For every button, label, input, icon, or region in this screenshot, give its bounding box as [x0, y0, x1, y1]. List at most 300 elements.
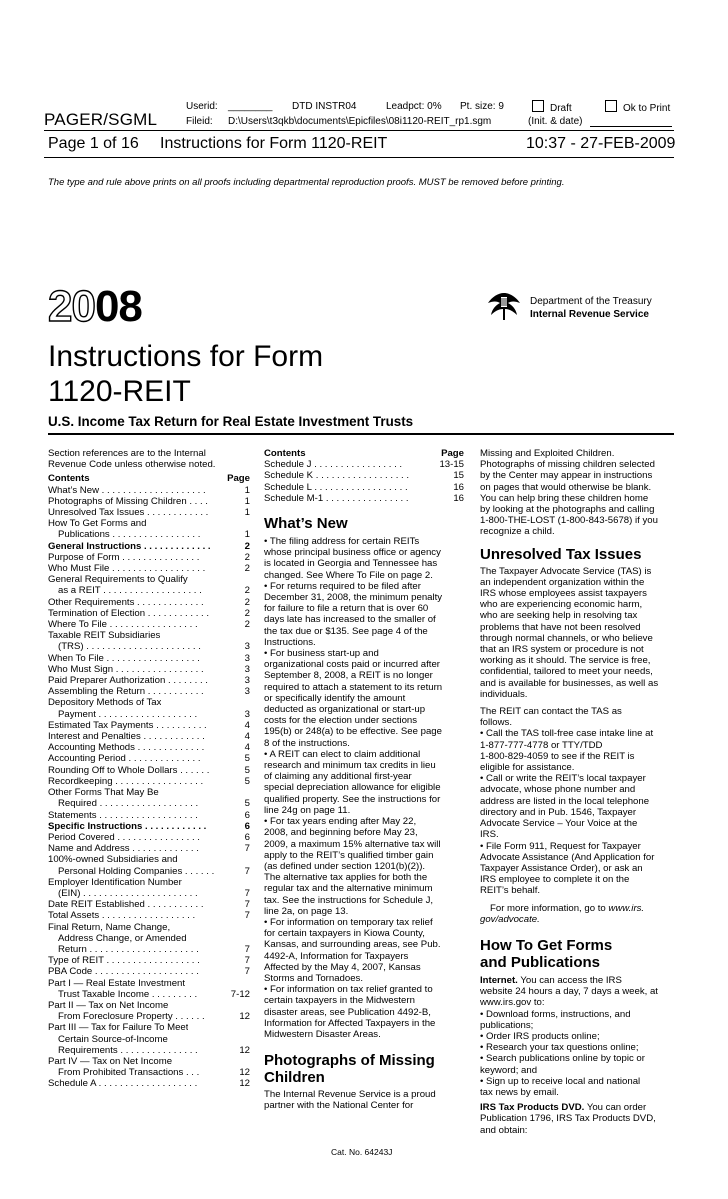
header-rule-bottom	[44, 157, 674, 158]
toc-entry-page: 7-12	[230, 988, 250, 1000]
whats-new-line: for certain taxpayers in Kiowa County,	[264, 928, 425, 940]
unresolved-line: and is available for businesses, as well as	[480, 677, 659, 689]
more-info-link-2[interactable]: gov/advocate.	[480, 913, 540, 925]
missing-children-body	[480, 448, 680, 538]
whats-new-line: Midwestern Disaster Areas.	[264, 1028, 381, 1040]
toc-entry-page: 3	[244, 663, 250, 675]
catalog-number: Cat. No. 64243J	[331, 1147, 393, 1157]
toc-entry-page: 3	[244, 708, 250, 720]
dtd-label: DTD INSTR04	[292, 101, 357, 112]
toc-entry-page: 3	[244, 675, 250, 687]
ok-checkbox-box[interactable]	[605, 100, 617, 112]
doc-title-line2: 1120-REIT	[48, 375, 191, 408]
toc-entry[interactable]	[48, 507, 250, 518]
whats-new-line: required to attach a statement to its return	[264, 681, 443, 693]
whats-new-line: special depreciation allowance for eligible	[264, 782, 441, 794]
toc-entry-page: 1	[244, 507, 250, 519]
toc-entry-label: Purpose of Form . . . . . . . . . . . . . . .	[48, 551, 200, 563]
toc-entry[interactable]	[48, 529, 250, 540]
internet-line	[480, 1053, 680, 1064]
toc-entry-label: Part IV — Tax on Net Income	[48, 1055, 173, 1067]
toc-entry[interactable]	[48, 641, 250, 652]
ok-to-print-checkbox[interactable]	[605, 100, 670, 114]
tas-contact-line: • File Form 911, Request for Taxpayer	[480, 840, 641, 852]
internet-line	[480, 1042, 680, 1053]
toc-entry-page: 5	[244, 775, 250, 787]
toc-entry[interactable]	[48, 933, 250, 944]
tas-contact-line: follows.	[480, 717, 512, 729]
whats-new-line: apply to the REIT’s qualified timber gain	[264, 849, 434, 861]
contents-label: Contents	[48, 473, 90, 485]
tas-contact-line: REIT’s behalf.	[480, 885, 541, 897]
tax-year	[48, 282, 142, 332]
column-1	[48, 448, 250, 1090]
toc-entry-page: 7	[244, 955, 250, 967]
toc-entry-page: 2	[244, 596, 250, 608]
toc-entry[interactable]	[48, 485, 250, 496]
tas-contact-line: directory and in Pub. 1546, Taxpayer	[480, 806, 637, 818]
toc-entry-label: Certain Source-of-Income	[58, 1033, 168, 1045]
whats-new-line: Storms and Tornadoes.	[264, 972, 364, 984]
toc-entry[interactable]	[48, 1011, 250, 1022]
toc-entry-page: 2	[244, 585, 250, 597]
whats-new-line: 195(b) or 248(a) to be effective. See page	[264, 726, 442, 738]
internet-line-text: • Order IRS products online;	[480, 1030, 600, 1042]
toc-entry[interactable]	[48, 866, 250, 877]
toc-entry[interactable]	[48, 1034, 250, 1045]
toc-entry[interactable]	[48, 922, 250, 933]
intro-line-1: Section references are to the Internal	[48, 448, 206, 459]
toc-entry[interactable]	[48, 843, 250, 854]
toc-entry-label: Assembling the Return . . . . . . . . . . .	[48, 686, 204, 698]
internet-line	[480, 997, 680, 1008]
toc-entry[interactable]	[48, 518, 250, 529]
toc-entry-label: Requirements . . . . . . . . . . . . . . .	[58, 1044, 198, 1056]
toc-entry[interactable]	[48, 608, 250, 619]
internet-line	[480, 975, 680, 986]
whats-new-line: line 24g on page 11.	[264, 804, 351, 816]
whats-new-line: December 31, 2008, the minimum penalty	[264, 592, 443, 604]
ptsize-label: Pt. size: 9	[460, 101, 504, 112]
whats-new-line: regular tax and the alternative minimum	[264, 883, 433, 895]
unresolved-line: individuals.	[480, 688, 528, 700]
proof-timestamp: 10:37 - 27-FEB-2009	[526, 135, 676, 152]
toc-entry[interactable]	[48, 821, 250, 832]
missing-children-line: Missing and Exploited Children.	[480, 448, 615, 459]
toc-entry[interactable]	[48, 697, 250, 708]
advocate-link[interactable]: www.irs.	[608, 902, 645, 914]
doc-subtitle: U.S. Income Tax Return for Real Estate Investment Trusts	[48, 414, 414, 429]
toc-entry[interactable]	[48, 978, 250, 989]
missing-children-line: recognize a child.	[480, 526, 555, 538]
toc-entry[interactable]	[48, 888, 250, 899]
toc-entry-label: Schedule K . . . . . . . . . . . . . . . . . .	[264, 470, 410, 482]
toc-entry-label: Name and Address . . . . . . . . . . . . .	[48, 843, 199, 855]
whats-new-line: 4492-A, Information for Taxpayers	[264, 950, 409, 962]
photos-heading-2: Children	[264, 1069, 325, 1087]
toc-entry[interactable]	[264, 493, 464, 504]
page-label-2: Page	[441, 448, 464, 459]
toc-entry[interactable]	[48, 731, 250, 742]
year-solid-digits: 08	[94, 282, 142, 331]
unresolved-line: that an IRS system or procedure is not	[480, 644, 644, 656]
tas-contact-line: The REIT can contact the TAS as	[480, 706, 622, 718]
header-rule-top	[44, 130, 674, 131]
toc-entry-label: Schedule A . . . . . . . . . . . . . . . . . . .	[48, 1078, 198, 1090]
whats-new-line: line 2a, on page 13.	[264, 905, 349, 917]
toc-header	[48, 473, 250, 484]
toc-entry-label: Other Requirements . . . . . . . . . . . . .	[48, 596, 204, 608]
internet-line-text: You can access the IRS	[520, 974, 622, 986]
whats-new-line: • For information on temporary tax relief	[264, 916, 433, 928]
toc-entry-page: 5	[244, 753, 250, 765]
toc-entry-label: Who Must Sign . . . . . . . . . . . . . . . . .	[48, 663, 204, 675]
proof-rule-note: The type and rule above prints on all proofs including departmental reproduction proofs. MUST be removed before printing.	[48, 177, 565, 188]
tas-contact-line: • Call the TAS toll-free case intake line at	[480, 728, 654, 740]
toc-entry[interactable]	[48, 966, 250, 977]
toc-entry-page: 7	[244, 887, 250, 899]
toc-entry-label: Period Covered . . . . . . . . . . . . . . . .	[48, 831, 200, 843]
toc-entry[interactable]	[48, 899, 250, 910]
toc-entry[interactable]	[48, 765, 250, 776]
toc-entry[interactable]	[48, 787, 250, 798]
tas-contact-body	[480, 706, 680, 896]
year-outline-digits: 20	[48, 282, 95, 331]
tas-contact-line: IRS.	[480, 829, 499, 841]
toc-entry-page: 6	[244, 831, 250, 843]
toc-entry[interactable]	[48, 552, 250, 563]
toc-entry[interactable]	[48, 619, 250, 630]
toc-entry[interactable]	[48, 630, 250, 641]
unresolved-line: working as it should. The service is free,	[480, 655, 651, 667]
leadpct-label: Leadpct: 0%	[386, 101, 442, 112]
toc-entry-label: Trust Taxable Income . . . . . . . . .	[58, 988, 198, 1000]
toc-entry-page: 12	[239, 1011, 250, 1023]
toc-entry[interactable]	[48, 675, 250, 686]
whats-new-line: • A REIT can elect to claim additional	[264, 748, 421, 760]
toc-entry[interactable]	[48, 563, 250, 574]
toc-entry[interactable]	[48, 798, 250, 809]
internet-line-text: • Research your tax questions online;	[480, 1042, 639, 1054]
toc-entry-label: PBA Code . . . . . . . . . . . . . . . . . . . .	[48, 966, 199, 978]
internet-line	[480, 1009, 680, 1020]
internet-line	[480, 1020, 680, 1031]
whats-new-line: changed. See Where To File on page 2.	[264, 569, 433, 581]
unresolved-line: an independent organization within the	[480, 576, 645, 588]
unresolved-line: who are seeking help in resolving tax	[480, 610, 638, 622]
missing-children-line: Photographs of missing children selected	[480, 459, 655, 471]
toc-entry[interactable]	[48, 709, 250, 720]
toc-entry-page: 4	[244, 731, 250, 743]
missing-children-line: 1-800-THE-LOST (1-800-843-5678) if you	[480, 515, 658, 527]
whats-new-line: Information for Affected Taxpayers in the	[264, 1017, 436, 1029]
toc-entry[interactable]	[48, 1000, 250, 1011]
doc-title-line1: Instructions for Form	[48, 340, 324, 373]
toc-entry-label: as a REIT . . . . . . . . . . . . . . . . . . .	[58, 585, 202, 597]
toc-entry-page: 7	[244, 910, 250, 922]
dvd-line	[480, 1125, 680, 1136]
toc-entry-page: 1	[244, 484, 250, 496]
proof-page-title: Instructions for Form 1120-REIT	[160, 135, 388, 152]
whats-new-line: The alternative tax applies for both the	[264, 872, 428, 884]
unresolved-line: through normal channels, or who believe	[480, 632, 653, 644]
toc-entry-page: 12	[239, 1067, 250, 1079]
toc-entry-page: 16	[453, 492, 464, 504]
toc-entry-label: When To File . . . . . . . . . . . . . . . . . .	[48, 652, 200, 664]
toc-entry-page: 12	[239, 1078, 250, 1090]
more-info-text: For more information, go to	[490, 902, 606, 914]
toc-entry-page: 3	[244, 686, 250, 698]
whats-new-line: of claiming any additional first-year	[264, 771, 412, 783]
missing-children-line: You can help bring these children home	[480, 492, 649, 504]
toc-entry-page: 12	[239, 1044, 250, 1056]
unresolved-line: problems that have not been resolved	[480, 621, 641, 633]
toc-entry-page: 16	[453, 481, 464, 493]
missing-children-line: by looking at the photographs and calling	[480, 504, 655, 516]
toc-entry[interactable]	[48, 1078, 250, 1089]
tas-contact-line: advocate, whose phone number and	[480, 784, 636, 796]
toc-entry-page: 5	[244, 798, 250, 810]
toc-entry[interactable]	[48, 496, 250, 507]
toc-entry[interactable]	[48, 574, 250, 585]
toc-entry[interactable]	[48, 955, 250, 966]
whats-new-line: 8 of the instructions.	[264, 737, 350, 749]
whats-new-line: days late has increased to the smaller of	[264, 614, 436, 626]
whats-new-line: • For returns required to be filed after	[264, 580, 421, 592]
toc-entry[interactable]	[48, 686, 250, 697]
toc-entry-label: Schedule L . . . . . . . . . . . . . . . . . .	[264, 481, 408, 493]
init-date-line	[590, 126, 672, 127]
toc-entry[interactable]	[48, 832, 250, 843]
toc-entry-label: Address Change, or Amended	[58, 932, 187, 944]
whats-new-line: • For business start-up and	[264, 648, 379, 660]
toc-list-2	[264, 459, 464, 504]
unresolved-line: IRS whose employees assist taxpayers	[480, 588, 647, 600]
toc-entry[interactable]	[48, 877, 250, 888]
internet-line-text: • Sign up to receive local and national	[480, 1075, 641, 1087]
toc-entry-label: Who Must File . . . . . . . . . . . . . . . . . .	[48, 563, 206, 575]
toc-entry-page: 2	[244, 551, 250, 563]
tas-contact-line: eligible for assistance.	[480, 762, 575, 774]
toc-entry[interactable]	[48, 1045, 250, 1056]
toc-entry[interactable]	[48, 810, 250, 821]
whats-new-line: • For information on tax relief granted to	[264, 984, 433, 996]
pager-sgml: PAGER/SGML	[44, 110, 158, 129]
toc-entry-label: Statements . . . . . . . . . . . . . . . . . . .	[48, 809, 198, 821]
toc-entry-page: 2	[244, 619, 250, 631]
toc-entry[interactable]	[48, 776, 250, 787]
whats-new-line: tax. See the instructions for Schedule J,	[264, 894, 434, 906]
internet-line	[480, 1076, 680, 1087]
toc-entry-label: Schedule M-1 . . . . . . . . . . . . . . . .	[264, 492, 409, 504]
internet-line-text: • Search publications online by topic or	[480, 1053, 645, 1065]
draft-checkbox-box[interactable]	[532, 100, 544, 112]
internet-line-text: publications;	[480, 1019, 534, 1031]
page-of: Page 1 of 16	[48, 135, 139, 152]
toc-entry[interactable]	[48, 1067, 250, 1078]
toc-entry-label: Date REIT Established . . . . . . . . . . .	[48, 899, 204, 911]
toc-entry-page: 4	[244, 742, 250, 754]
toc-entry-page: 6	[244, 809, 250, 821]
internet-line	[480, 986, 680, 997]
toc-entry-label: Employer Identification Number	[48, 876, 182, 888]
toc-entry-label: Type of REIT . . . . . . . . . . . . . . . . . .	[48, 955, 200, 967]
toc-entry[interactable]	[48, 541, 250, 552]
toc-entry-label: (TRS) . . . . . . . . . . . . . . . . . . . . . .	[58, 641, 201, 653]
toc-entry[interactable]	[48, 653, 250, 664]
subtitle-rule	[48, 433, 674, 435]
whats-new-line: September 8, 2008, a REIT is no longer	[264, 670, 433, 682]
whats-new-line: deducted as organizational or start-up	[264, 704, 426, 716]
userid-value: ________	[228, 101, 273, 112]
toc-entry-label: Photographs of Missing Children . . . .	[48, 495, 208, 507]
photos-heading-1: Photographs of Missing	[264, 1052, 435, 1070]
toc-entry-label: Specific Instructions . . . . . . . . . . . .	[48, 820, 207, 832]
toc-entry-label: Payment . . . . . . . . . . . . . . . . . . .	[58, 708, 198, 720]
whats-new-line: or specifically identify the amount	[264, 692, 406, 704]
toc-entry-label: Return . . . . . . . . . . . . . . . . . . . . .	[58, 943, 199, 955]
internet-body	[480, 975, 680, 1098]
toc-entry-label: Part II — Tax on Net Income	[48, 999, 169, 1011]
internet-line	[480, 1065, 680, 1076]
toc-entry-page: 7	[244, 943, 250, 955]
whats-new-line: disaster areas, see Publication 4492-B,	[264, 1006, 431, 1018]
internet-line-text: keyword; and	[480, 1064, 538, 1076]
unresolved-line: confidential, tailored to meet your needs,	[480, 666, 653, 678]
toc-entry[interactable]	[48, 742, 250, 753]
toc-entry-label: Required . . . . . . . . . . . . . . . . . . .	[58, 798, 199, 810]
page-label: Page	[227, 473, 250, 485]
toc-entry-label: Accounting Methods . . . . . . . . . . . . .	[48, 742, 205, 754]
toc-entry[interactable]	[48, 585, 250, 596]
whats-new-line: • For tax years ending after May 22,	[264, 816, 417, 828]
tas-contact-line: address are listed in the local telephone	[480, 795, 650, 807]
toc-entry-label: Part III — Tax for Failure To Meet	[48, 1022, 189, 1034]
unresolved-line: who are experiencing economic harm,	[480, 599, 643, 611]
toc-entry-label: Final Return, Name Change,	[48, 921, 171, 933]
internet-line-text: tax news by email.	[480, 1086, 559, 1098]
tas-contact-line: • Call or write the REIT’s local taxpayer	[480, 773, 646, 785]
toc-entry[interactable]	[48, 597, 250, 608]
toc-entry[interactable]	[48, 1022, 250, 1033]
toc-entry[interactable]	[48, 1056, 250, 1067]
tas-contact-line: Advocate Assistance (And Application for	[480, 851, 655, 863]
tas-contact-line: Taxpayer Assistance Order), or ask an	[480, 862, 643, 874]
draft-checkbox[interactable]	[532, 100, 572, 114]
toc-entry[interactable]	[264, 459, 464, 470]
tas-contact-line: IRS employee to complete it on the	[480, 874, 630, 886]
irs-eagle-logo	[484, 289, 524, 323]
whats-new-line: costs for the election under sections	[264, 715, 418, 727]
column-2	[264, 448, 464, 1112]
toc-entry[interactable]	[48, 753, 250, 764]
howto-heading-2: and Publications	[480, 953, 601, 971]
toc-entry-label: Accounting Period . . . . . . . . . . . . . .	[48, 753, 201, 765]
toc-entry-page: 15	[453, 470, 464, 482]
fileid-value: D:\Users\t3qkb\documents\Epicfiles\08i1120-REIT_rp1.sgm	[228, 116, 492, 127]
toc-entry-label: Schedule J . . . . . . . . . . . . . . . . .	[264, 459, 403, 471]
dvd-line-text: You can order	[586, 1102, 647, 1114]
whats-new-line: for failure to file a return that is over 60	[264, 603, 429, 615]
dept-treasury: Department of the Treasury	[530, 296, 652, 307]
whats-new-heading: What’s New	[264, 515, 348, 533]
unresolved-line: The Taxpayer Advocate Service (TAS) is	[480, 565, 652, 577]
toc-entry-page: 1	[244, 529, 250, 541]
internet-line-text: • Download forms, instructions, and	[480, 1008, 631, 1020]
toc-entry[interactable]	[48, 944, 250, 955]
howto-heading-1: How To Get Forms	[480, 936, 613, 954]
intro-line-2: Revenue Code unless otherwise noted.	[48, 459, 216, 471]
toc-entry-page: 7	[244, 865, 250, 877]
toc-entry-label: Total Assets . . . . . . . . . . . . . . . . . .	[48, 910, 196, 922]
toc-header-2	[264, 448, 464, 459]
toc-entry-page: 4	[244, 719, 250, 731]
internet-line	[480, 1031, 680, 1042]
whats-new-line: • The filing address for certain REITs	[264, 536, 420, 548]
whats-new-line: 2008, and beginning before May 23,	[264, 827, 418, 839]
toc-entry-page: 7	[244, 843, 250, 855]
dvd-line	[480, 1102, 680, 1113]
toc-entry-label: Depository Methods of Tax	[48, 697, 162, 709]
contents-label-2: Contents	[264, 448, 306, 459]
whats-new-line: Instructions.	[264, 636, 316, 648]
whats-new-line: Affected by the May 4, 2007, Kansas	[264, 961, 421, 973]
toc-entry-label: Other Forms That May Be	[48, 787, 159, 799]
photos-body	[264, 1089, 464, 1111]
toc-entry-label: Where To File . . . . . . . . . . . . . . . . .	[48, 619, 198, 631]
dvd-label: IRS Tax Products DVD.	[480, 1102, 585, 1114]
toc-entry-page: 7	[244, 966, 250, 978]
fileid-label: Fileid:	[186, 116, 213, 127]
tas-contact-line: 1-877-777-4778 or TTY/TDD	[480, 739, 603, 751]
toc-entry[interactable]	[48, 720, 250, 731]
unresolved-heading: Unresolved Tax Issues	[480, 545, 642, 563]
column-3	[480, 448, 680, 1136]
toc-entry[interactable]	[48, 910, 250, 921]
toc-entry[interactable]	[264, 482, 464, 493]
draft-label: Draft	[550, 103, 572, 114]
toc-entry-page: 2	[244, 540, 250, 552]
toc-entry-label: (EIN) . . . . . . . . . . . . . . . . . . . . . .	[58, 887, 198, 899]
whats-new-line: is located in Georgia and Tennessee has	[264, 558, 438, 570]
internet-line-text: www.irs.gov to:	[480, 997, 545, 1009]
toc-entry-label: From Foreclosure Property . . . . . .	[58, 1011, 205, 1023]
toc-entry[interactable]	[48, 664, 250, 675]
whats-new-line: organizational costs paid or incurred after	[264, 659, 440, 671]
toc-entry-label: Personal Holding Companies . . . . . .	[58, 865, 215, 877]
toc-entry-page: 1	[244, 495, 250, 507]
init-date-label: (Init. & date)	[528, 116, 583, 127]
toc-entry-page: 7	[244, 899, 250, 911]
internet-label: Internet.	[480, 974, 518, 986]
toc-entry-label: Taxable REIT Subsidiaries	[48, 630, 161, 642]
more-info-line	[480, 903, 680, 914]
toc-entry-label: 100%-owned Subsidiaries and	[48, 854, 178, 866]
toc-entry[interactable]	[48, 989, 250, 1000]
toc-entry-page: 2	[244, 607, 250, 619]
unresolved-body	[480, 566, 680, 700]
toc-entry-label: From Prohibited Transactions . . .	[58, 1067, 200, 1079]
toc-entry-label: Termination of Election . . . . . . . . . . . .	[48, 607, 210, 619]
toc-entry-label: Unresolved Tax Issues . . . . . . . . . . . .	[48, 507, 209, 519]
toc-entry[interactable]	[48, 854, 250, 865]
ok-to-print-label: Ok to Print	[623, 103, 671, 114]
toc-entry-label: What’s New . . . . . . . . . . . . . . . . . . . .	[48, 484, 206, 496]
whats-new-line: the tax due or $135. See page 4 of the	[264, 625, 428, 637]
missing-children-line: on pages that would otherwise be blank.	[480, 481, 652, 493]
whats-new-line: whose principal business office or agency	[264, 547, 441, 559]
toc-entry[interactable]	[264, 470, 464, 481]
